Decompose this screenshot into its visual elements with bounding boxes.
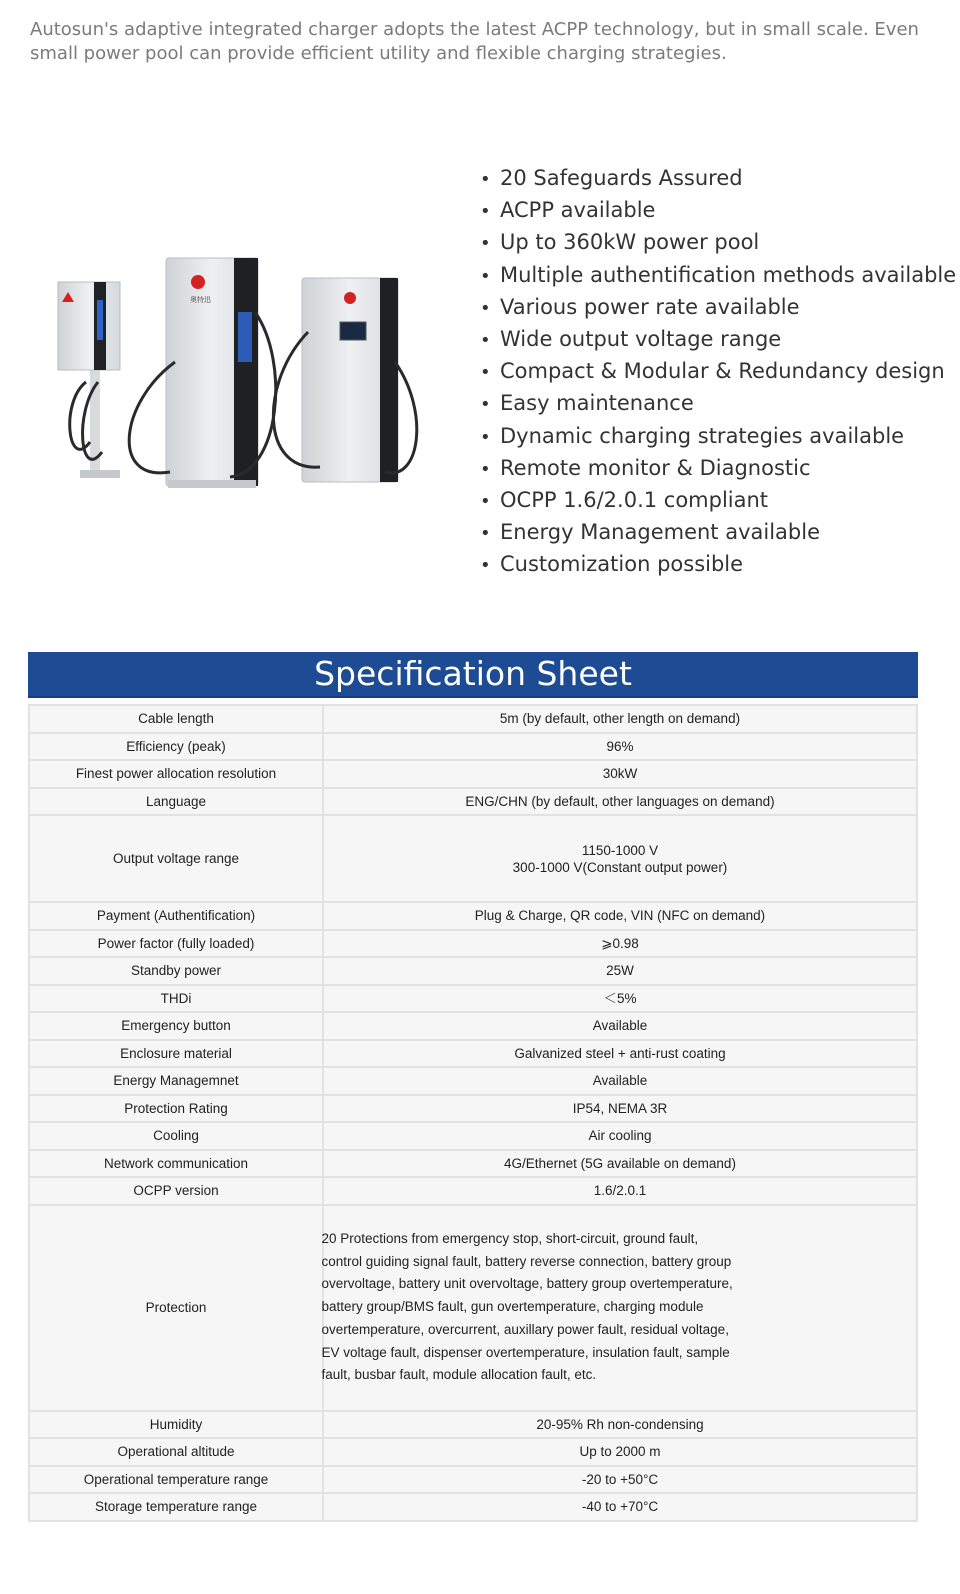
table-row [29,1493,917,1521]
table-row [29,1438,917,1466]
bullet-dot: • [480,233,491,255]
table-row [29,760,917,788]
spec-label: OCPP version [29,1177,323,1205]
table-row [29,957,917,985]
feature-item [480,163,956,195]
table-row [29,1177,917,1205]
table-row [29,930,917,958]
feature-text: Multiple authentification methods available [500,262,957,287]
table-row [29,1466,917,1494]
table-row [29,1012,917,1040]
feature-item [480,517,956,549]
spec-label: Finest power allocation resolution [29,760,323,788]
spec-label: Language [29,788,323,816]
spec-label: Protection [29,1205,323,1411]
spec-label: Operational altitude [29,1438,323,1466]
spec-value: Available [323,1012,917,1040]
spec-label: Power factor (fully loaded) [29,930,323,958]
table-row [29,705,917,733]
table-row [29,1095,917,1123]
feature-text: Dynamic charging strategies available [500,423,905,448]
spec-value: 1150-1000 V 300-1000 V(Constant output power) [323,815,917,902]
bullet-dot: • [480,426,491,448]
wall-charger-graphic [58,282,120,478]
bullet-dot: • [480,265,491,287]
feature-item [480,356,956,388]
cabinet-charger-graphic [273,278,416,482]
feature-text: 20 Safeguards Assured [500,166,743,190]
spec-value: 20 Protections from emergency stop, short-circuit, ground fault, control guiding signal fault, battery reverse connection, battery group overvoltage, battery unit overvoltage, battery group overtemperature, battery group/BMS fault, gun overtemperature, charging module overtemperature, overcurrent, auxillary power fault, residual voltage, EV voltage fault, dispenser overtemperature, insulation fault, sample fault, busbar fault, module allocation fault, etc. [321,1230,733,1383]
spec-label: Protection Rating [29,1095,323,1123]
spec-value: 20-95% Rh non-condensing [323,1411,917,1439]
spec-label: Enclosure material [29,1040,323,1068]
feature-text: ACPP available [500,198,656,223]
table-row [29,1067,917,1095]
table-row [29,1040,917,1068]
spec-value: -20 to +50°C [323,1466,917,1494]
spec-value: Up to 2000 m [323,1438,917,1466]
spec-value: ⩾0.98 [323,930,917,958]
feature-item [480,485,956,517]
table-row [29,1205,917,1411]
bullet-dot: • [480,362,491,384]
spec-value: 25W [323,957,917,985]
bullet-dot: • [480,394,491,416]
spec-value: Plug & Charge, QR code, VIN (NFC on demand) [323,902,917,930]
bullet-dot: • [480,523,491,545]
spec-label: Cable length [29,705,323,733]
spec-label: Output voltage range [29,815,323,902]
feature-text: Energy Management available [500,520,820,545]
spec-sheet-title: Specification Sheet [28,652,918,698]
feature-list [480,163,956,582]
feature-item [480,549,956,581]
spec-value: 5m (by default, other length on demand) [323,705,917,733]
bullet-dot: • [480,297,491,319]
feature-item [480,324,956,356]
spec-label: Emergency button [29,1012,323,1040]
intro-paragraph: Autosun's adaptive integrated charger adopts the latest ACPP technology, but in small scale. Even small power pool can provide efficient utility and flexible charging strategies. [30,19,919,64]
spec-value: IP54, NEMA 3R [323,1095,917,1123]
bullet-dot: • [480,330,491,352]
spec-label: Humidity [29,1411,323,1439]
feature-item [480,388,956,420]
spec-value: 96% [323,733,917,761]
spec-label: Network communication [29,1150,323,1178]
spec-value: 1.6/2.0.1 [323,1177,917,1205]
spec-label: Payment (Authentification) [29,902,323,930]
feature-text: Compact & Modular & Redundancy design [500,359,945,384]
bullet-dot: • [480,491,491,513]
table-row [29,1150,917,1178]
feature-text: Wide output voltage range [500,327,782,352]
charger-product-image [50,252,420,498]
spec-label: THDi [29,985,323,1013]
bullet-dot: • [480,201,491,223]
table-row [29,902,917,930]
spec-label: Efficiency (peak) [29,733,323,761]
table-row [29,788,917,816]
feature-text: Remote monitor & Diagnostic [500,455,811,480]
spec-label: Standby power [29,957,323,985]
table-row [29,985,917,1013]
feature-item [480,453,956,485]
brand-text: 奥特迅 [190,296,211,304]
tall-dispenser-graphic [129,258,276,488]
bullet-dot: • [480,169,491,190]
feature-text: Customization possible [500,552,744,577]
spec-value: 4G/Ethernet (5G available on demand) [323,1150,917,1178]
feature-item [480,195,956,227]
spec-label: Storage temperature range [29,1493,323,1521]
table-row [29,1122,917,1150]
spec-value: 30kW [323,760,917,788]
spec-value: ENG/CHN (by default, other languages on demand) [323,788,917,816]
spec-value: ＜5% [323,985,917,1013]
feature-item [480,292,956,324]
spec-label: Cooling [29,1122,323,1150]
spec-label: Operational temperature range [29,1466,323,1494]
table-row [29,815,917,902]
spec-label: Energy Managemnet [29,1067,323,1095]
spec-value: Galvanized steel + anti-rust coating [323,1040,917,1068]
table-row [29,733,917,761]
feature-item [480,260,956,292]
feature-item [480,421,956,453]
feature-text: Up to 360kW power pool [500,230,760,255]
bullet-dot: • [480,555,491,577]
spec-value: -40 to +70°C [323,1493,917,1521]
spec-table [28,704,918,1522]
feature-text: Various power rate available [500,294,800,319]
spec-value: Air cooling [323,1122,917,1150]
feature-text: OCPP 1.6/2.0.1 compliant [500,488,769,513]
bullet-dot: • [480,458,491,480]
spec-value: Available [323,1067,917,1095]
table-row [29,1411,917,1439]
feature-item [480,227,956,259]
spec-value-cell [323,1205,917,1411]
feature-text: Easy maintenance [500,391,694,416]
